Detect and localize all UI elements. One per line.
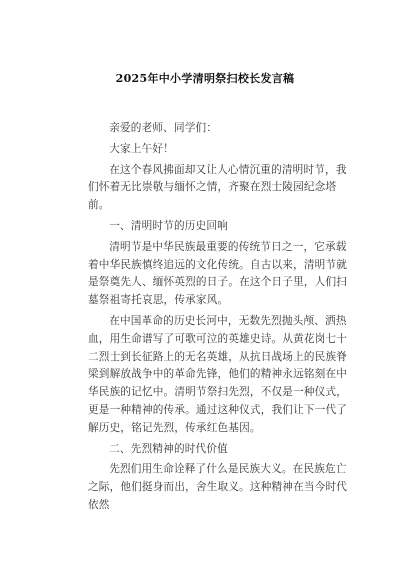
section-2-heading: 二、先烈精神的时代价值 [109, 442, 228, 455]
document-title: 2025年中小学清明祭扫校长发言稿 [115, 72, 295, 85]
document-body [88, 120, 350, 518]
section-1-paragraph-2: 在中国革命的历史长河中，无数先烈抛头颅、洒热血，用生命谱写了可歌可泣的英雄史诗。从黄花岗七十二烈士到长征路上的无名英雄，从抗日战场上的民族脊梁到解放战争中的革命先锋，他们的精神永远铭刻在中华民族的记忆中。清明节祭扫先烈，不仅是一种仪式，更是一种精神的传承。通过这种仪式，我们让下一代了解历史，铭记先烈，传承红色基因。 [88, 314, 348, 434]
salutation: 亲爱的老师、同学们： [109, 122, 218, 134]
intro-paragraph: 在这个春风拂面却又让人心情沉重的清明时节，我们怀着无比崇敬与缅怀之情，齐聚在烈士陵园纪念塔前。 [88, 163, 347, 212]
greeting: 大家上午好！ [109, 142, 174, 155]
section-2-paragraph-1: 先烈们用生命诠释了什么是民族大义。在民族危亡之际，他们挺身而出，舍生取义。这种精神在当今时代依然 [88, 463, 348, 511]
section-1-heading: 一、清明时节的历史回响 [109, 219, 228, 232]
section-1-paragraph-1: 清明节是中华民族最重要的传统节日之一，它承载着中华民族慎终追远的文化传统。自古以来，清明节就是祭奠先人、缅怀英烈的日子。在这个日子里，人们扫墓祭祖寄托哀思，传承家风。 [88, 240, 348, 307]
